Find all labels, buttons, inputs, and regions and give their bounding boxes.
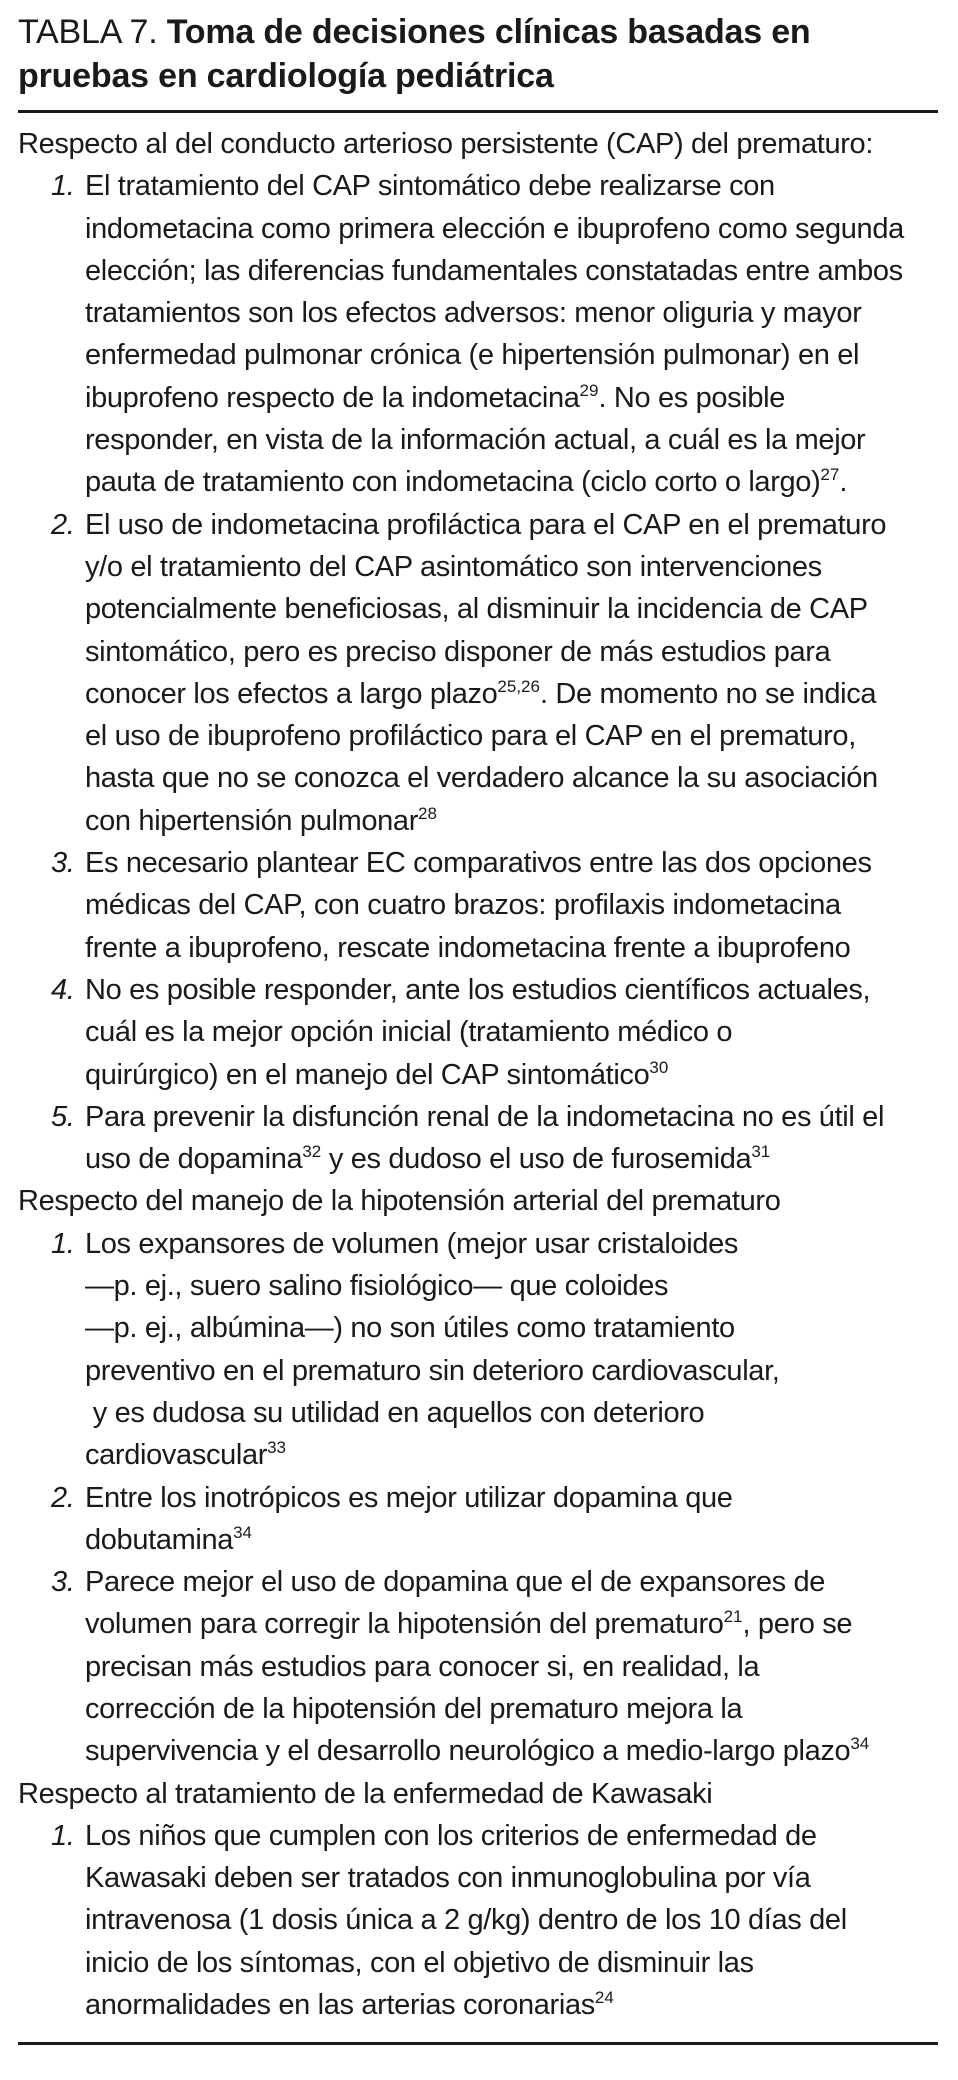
section-cap-list: [18, 165, 938, 1180]
item-line: [85, 1730, 938, 1772]
item-line: [85, 1519, 938, 1561]
item-line: tratamientos son los efectos adversos: menor oliguria y mayor: [85, 297, 862, 330]
reference-superscript: 28: [418, 803, 437, 823]
line-text: supervivencia y el desarrollo neurológico a medio-largo plazo: [85, 1735, 851, 1768]
table-title-line-1: Toma de decisiones clínicas basadas en: [166, 13, 811, 51]
item-line: Entre los inotrópicos es mejor utilizar dopamina que: [85, 1481, 733, 1514]
list-item: [18, 1223, 938, 1477]
item-line: y/o el tratamiento del CAP asintomático son intervenciones: [85, 550, 822, 583]
line-text: pauta de tratamiento con indometacina (ciclo corto o largo): [85, 466, 821, 499]
item-line: responder, en vista de la información actual, a cuál es la mejor: [85, 424, 866, 457]
item-number: 5.: [51, 1100, 75, 1133]
section-kawasaki-list: [18, 1815, 938, 2026]
line-text: ibuprofeno respecto de la indometacina: [85, 381, 580, 414]
list-item: [18, 504, 938, 842]
reference-superscript: 25,26: [497, 676, 540, 696]
item-line: [85, 461, 938, 503]
item-number: 2.: [51, 1481, 75, 1514]
list-item: [18, 1096, 938, 1181]
reference-superscript: 34: [233, 1522, 252, 1542]
section-heading-cap: Respecto al del conducto arterioso persistente (CAP) del prematuro:: [18, 128, 874, 160]
table-title-line-2: pruebas en cardiología pediátrica: [18, 57, 554, 95]
item-line: Parece mejor el uso de dopamina que el de expansores de: [85, 1566, 826, 1599]
item-line: [85, 1434, 938, 1476]
item-line: Es necesario plantear EC comparativos entre las dos opciones: [85, 847, 872, 880]
item-line: precisan más estudios para conocer si, en realidad, la: [85, 1650, 760, 1683]
line-text: .: [839, 466, 848, 499]
reference-superscript: 24: [594, 1988, 614, 2008]
list-item: [18, 842, 938, 969]
table-label: TABLA 7.: [18, 13, 158, 51]
reference-superscript: 30: [649, 1057, 669, 1077]
line-text: conocer los efectos a largo plazo: [85, 677, 498, 710]
item-line: enfermedad pulmonar crónica (e hipertensión pulmonar) en el: [85, 339, 860, 372]
line-text: con hipertensión pulmonar: [85, 804, 419, 837]
item-line: médicas del CAP, con cuatro brazos: profilaxis indometacina: [85, 889, 841, 922]
line-text: quirúrgico) en el manejo del CAP sintomático: [85, 1058, 650, 1091]
item-line: [85, 673, 938, 715]
list-item: [18, 165, 938, 503]
item-line: hasta que no se conozca el verdadero alcance la su asociación: [85, 762, 878, 795]
section-hipotension-list: [18, 1223, 938, 1773]
line-text: . No es posible: [598, 381, 786, 414]
line-text: anormalidades en las arterias coronarias: [85, 1989, 595, 2022]
item-line: intravenosa (1 dosis única a 2 g/kg) dentro de los 10 días del: [85, 1904, 847, 1937]
item-line: [85, 377, 938, 419]
item-line: preventivo en el prematuro sin deterioro cardiovascular,: [85, 1354, 780, 1387]
line-text: volumen para corregir la hipotensión del prematuro: [85, 1608, 724, 1641]
list-item: [18, 1815, 938, 2026]
table-caption: [18, 10, 938, 104]
item-number: 3.: [51, 1566, 75, 1599]
item-line: [85, 1138, 938, 1180]
item-line: frente a ibuprofeno, rescate indometacina frente a ibuprofeno: [85, 931, 851, 964]
reference-superscript: 21: [723, 1607, 743, 1627]
item-line: Kawasaki deben ser tratados con inmunoglobulina por vía: [85, 1862, 811, 1895]
item-line: elección; las diferencias fundamentales constatadas entre ambos: [85, 254, 903, 287]
reference-superscript: 33: [267, 1438, 286, 1458]
item-line: cuál es la mejor opción inicial (tratamiento médico o: [85, 1016, 733, 1049]
item-line: El tratamiento del CAP sintomático debe realizarse con: [85, 170, 775, 203]
list-item: [18, 1561, 938, 1772]
reference-superscript: 32: [302, 1142, 322, 1162]
reference-superscript: 29: [579, 380, 599, 400]
item-line: —p. ej., albúmina—) no son útiles como tratamiento: [85, 1312, 735, 1345]
table-7: [18, 10, 938, 2045]
item-line: potencialmente beneficiosas, al disminuir la incidencia de CAP: [85, 593, 868, 626]
reference-superscript: 31: [751, 1142, 771, 1162]
item-line: Los niños que cumplen con los criterios de enfermedad de: [85, 1819, 817, 1852]
line-text: y es dudoso el uso de furosemida: [321, 1143, 752, 1176]
item-number: 1.: [51, 1227, 75, 1260]
item-number: 4.: [51, 973, 75, 1006]
reference-superscript: 27: [820, 465, 840, 485]
item-line: indometacina como primera elección e ibuprofeno como segunda: [85, 212, 904, 245]
item-number: 2.: [51, 508, 75, 541]
item-line: [85, 800, 938, 842]
item-line: —p. ej., suero salino fisiológico— que coloides: [85, 1270, 669, 1303]
item-number: 1.: [51, 170, 75, 203]
line-text: . De momento no se indica: [539, 677, 877, 710]
item-line: [85, 1984, 938, 2026]
item-line: sintomático, pero es preciso disponer de más estudios para: [85, 635, 831, 668]
item-line: [85, 1603, 938, 1645]
table-body: [18, 113, 938, 2026]
section-heading-hipotension: Respecto del manejo de la hipotensión arterial del prematuro: [18, 1185, 781, 1218]
item-line: No es posible responder, ante los estudios científicos actuales,: [85, 973, 871, 1006]
item-line: el uso de ibuprofeno profiláctico para el CAP en el prematuro,: [85, 720, 856, 753]
item-line: Los expansores de volumen (mejor usar cristaloides: [85, 1227, 739, 1260]
item-number: 1.: [51, 1819, 75, 1852]
item-line: corrección de la hipotensión del prematuro mejora la: [85, 1692, 743, 1725]
line-text: uso de dopamina: [85, 1143, 303, 1176]
line-text: , pero se: [742, 1608, 853, 1641]
item-line: El uso de indometacina profiláctica para el CAP en el prematuro: [85, 508, 887, 541]
line-text: dobutamina: [85, 1523, 234, 1556]
reference-superscript: 34: [850, 1734, 870, 1754]
list-item: [18, 969, 938, 1096]
list-item: [18, 1477, 938, 1562]
bottom-rule: [18, 2042, 938, 2045]
section-heading-kawasaki: Respecto al tratamiento de la enfermedad de Kawasaki: [18, 1777, 713, 1810]
item-line: [85, 1054, 938, 1096]
item-line: inicio de los síntomas, con el objetivo de disminuir las: [85, 1946, 754, 1979]
line-text: cardiovascular: [85, 1439, 268, 1472]
caption-line-1: [18, 10, 938, 54]
item-line: Para prevenir la disfunción renal de la indometacina no es útil el: [85, 1100, 885, 1133]
item-number: 3.: [51, 847, 75, 880]
item-line: y es dudosa su utilidad en aquellos con deterioro: [85, 1396, 705, 1429]
